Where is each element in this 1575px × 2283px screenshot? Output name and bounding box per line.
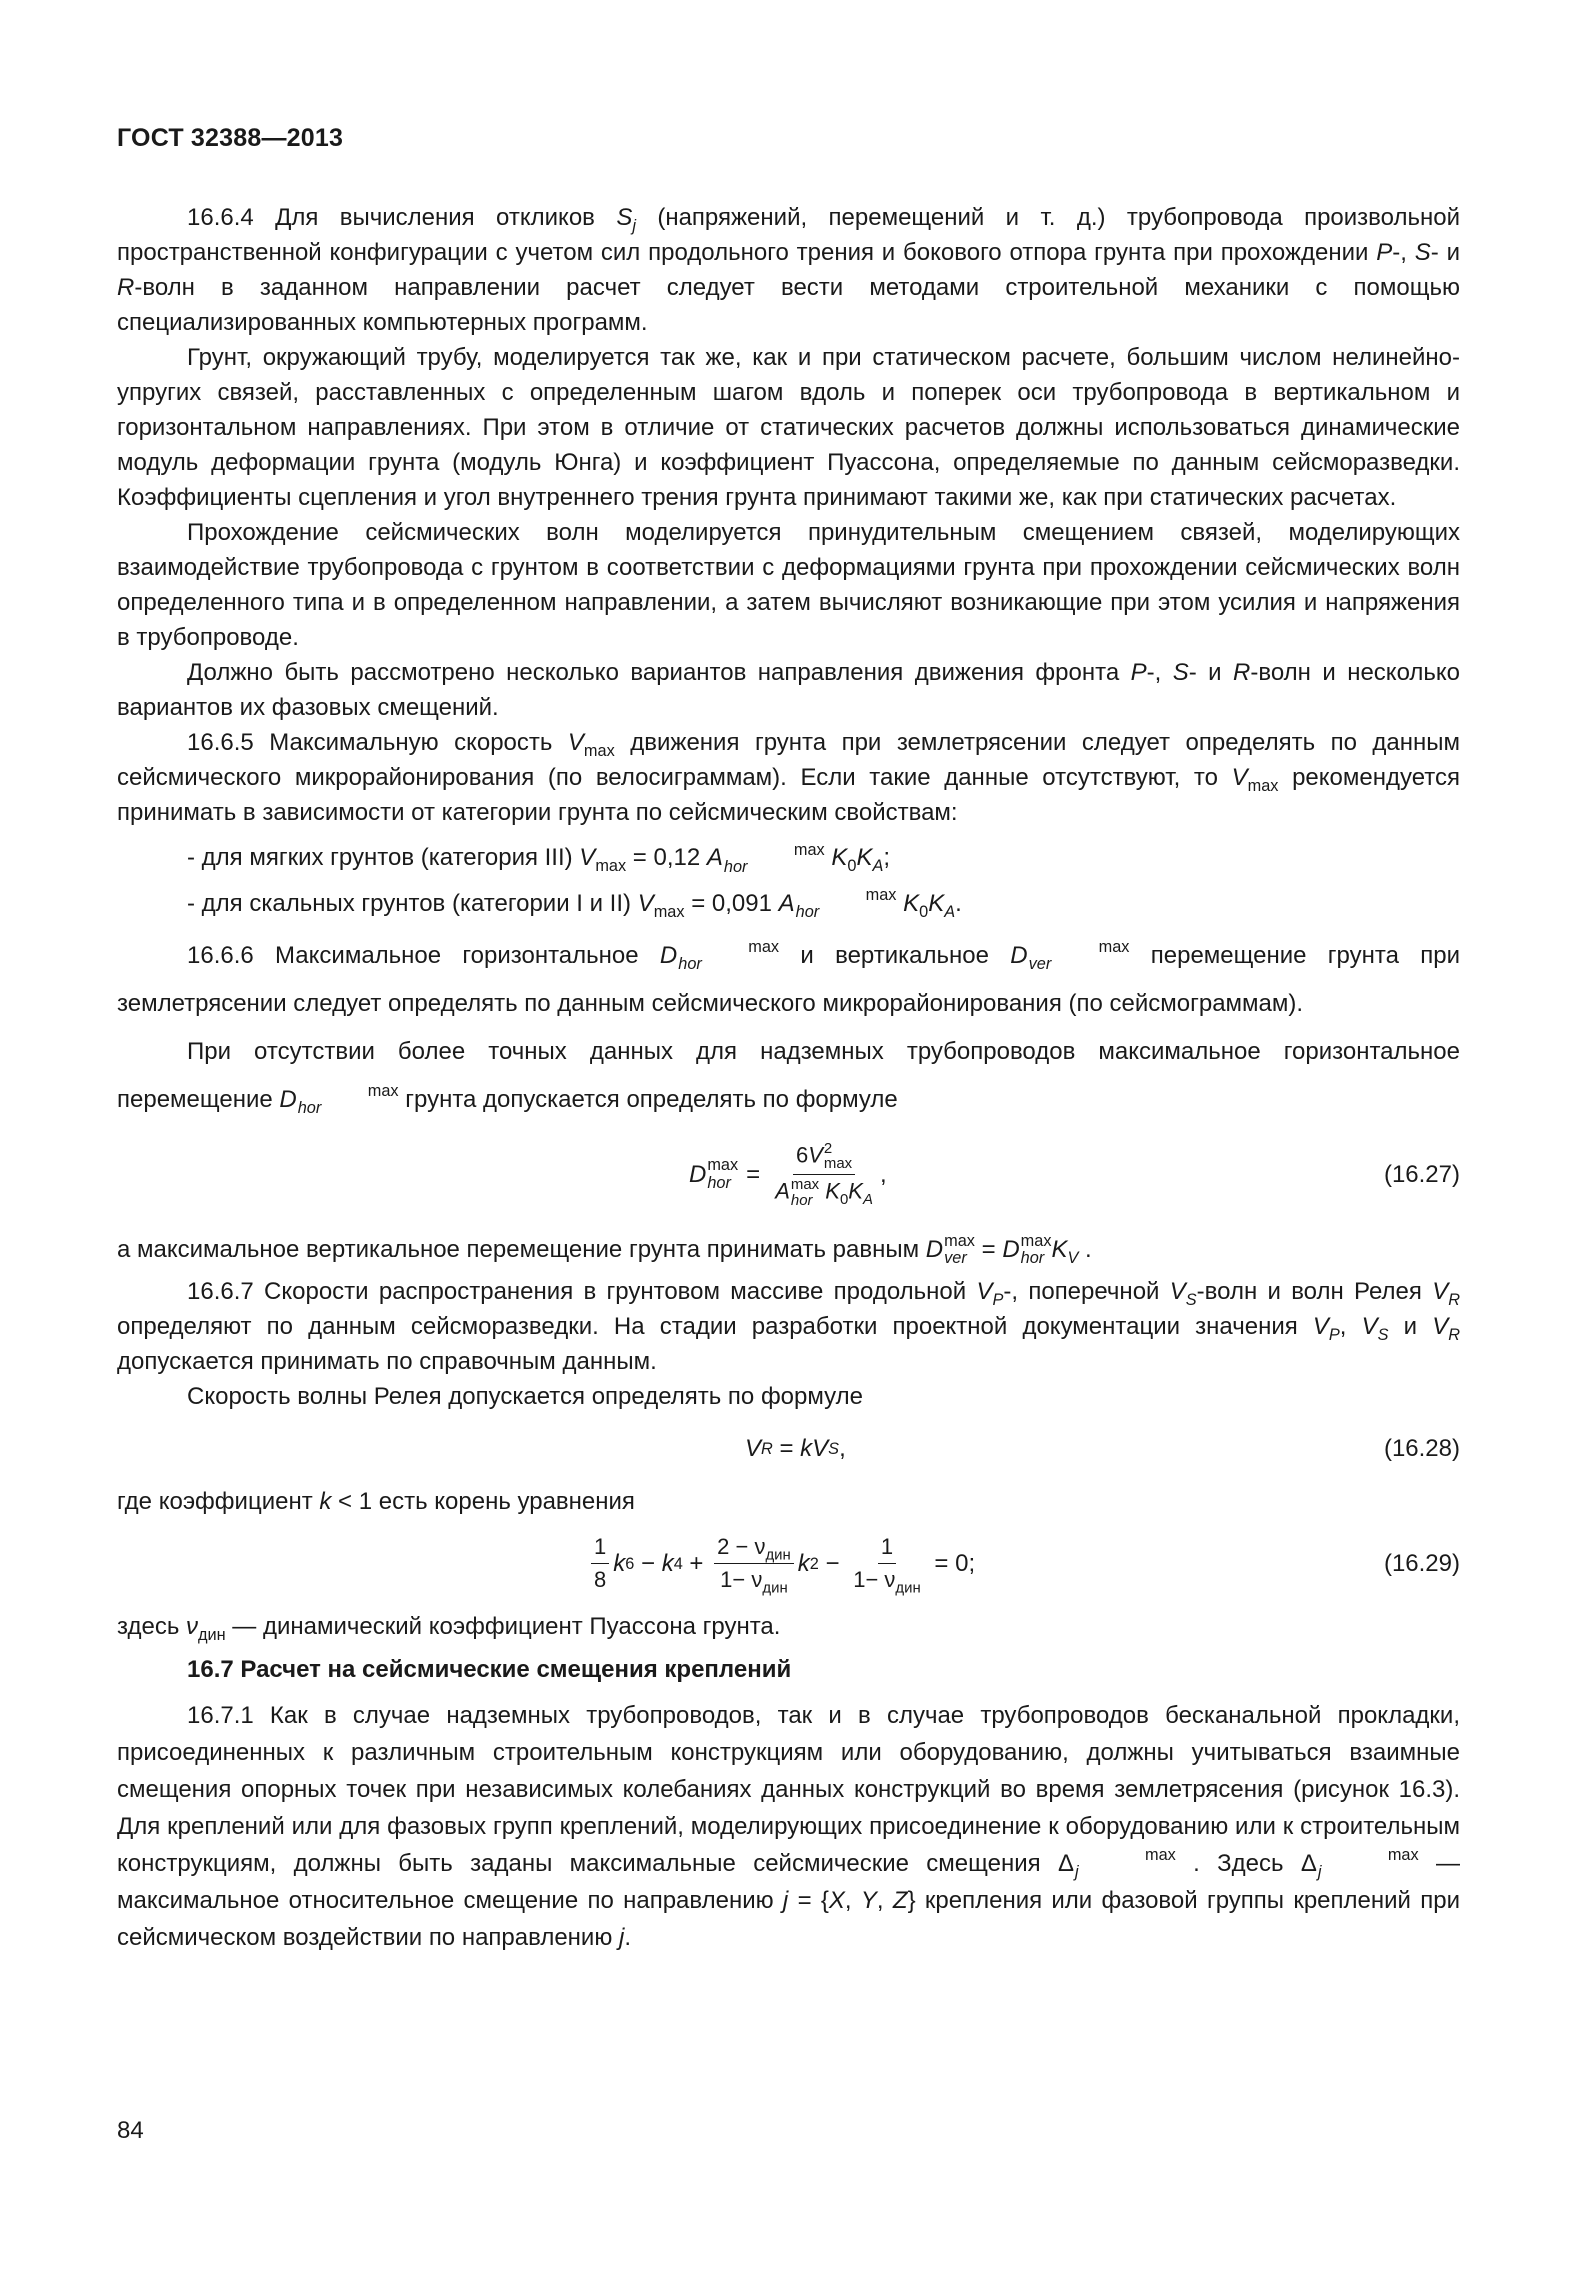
paragraph-poisson: здесь $\nu_{дин}$ — динамический коэффициент Пуассона грунта. xyxy=(117,1612,781,1644)
paragraph-wave-variants: Должно быть рассмотрено несколько вариантов направления движения фронта P-, S- и R-волн и несколько вариантов их фазовых смещений. xyxy=(117,659,1461,721)
paragraph-horizontal-displacement: При отсутствии более точных данных для надземных трубопроводов максимальное горизонтальное перемещение D max hor грунта допускается определять по формуле xyxy=(117,1037,1460,1118)
section-heading-16-7: 16.7 Расчет на сейсмические смещения креплений xyxy=(187,1655,792,1683)
formula-16-27-expression: D max hor = 6V 2 max A max hor $K_0K_A$ , xyxy=(689,1139,887,1209)
formula-16-29 xyxy=(117,1525,1460,1603)
document-body xyxy=(117,200,1460,1956)
paragraph-16-7-1: 16.7.1 Как в случае надземных трубопроводов, так и в случае трубопроводов бесканальной прокладки, присоединенных к различным строительным конструкциям или оборудованию, должны учитываться взаимные смещения опорных точек при независимых колебаниях данных конструкций во время землетрясения (рисунок 16.3). Для креплений или для фазовых групп креплений, моделирующих присоединение к оборудованию или к строительным конструкциям, должны быть заданы максимальные сейсмические смещения Δ max j . Здесь Δ max j — максимальное относительное смещение по направлению j = {X, Y, Z} крепления или фазовой группы креплений при сейсмическом воздействии по направлению j. xyxy=(117,1701,1460,1951)
formula-16-28 xyxy=(117,1420,1460,1478)
formula-16-28-expression: V R = k V S , xyxy=(745,1435,846,1463)
formula-16-27-fraction: 6V 2 max A max hor $K_0K_A$ xyxy=(775,1139,873,1209)
equation-number-16-27: (16.27) xyxy=(1383,1161,1460,1189)
formula-16-29-expression: $\frac{1}{8}$ k 6 − k 4 + $\frac{2 - \nu_{дин}}{1- \nu_{дин}}$ k 2 − $\frac{1}{1- \nu_{дин}}$ = 0; xyxy=(587,1525,975,1603)
paragraph-rayleigh-velocity: Скорость волны Релея допускается определять по формуле xyxy=(187,1382,863,1410)
page-number: 84 xyxy=(117,2117,144,2144)
equation-number-16-28: (16.28) xyxy=(1383,1435,1460,1463)
document-header: ГОСТ 32388—2013 xyxy=(117,124,344,152)
paragraph-vertical-displacement: а максимальное вертикальное перемещение грунта принимать равным D max ver = D max hor $K_V$ . xyxy=(117,1232,1092,1268)
paragraph-16-6-7: 16.6.7 Скорости распространения в грунтовом массиве продольной $V_P-$, поперечной $V_S$-волн и волн Релея $V_R$ определяют по данным сейсморазведки. На стадии разработки проектной документации значения $V_P$, $V_S$ и $V_R$ допускается принимать по справочным данным. xyxy=(117,1277,1460,1375)
paragraph-coefficient-k: где коэффициент k < 1 есть корень уравнения xyxy=(117,1487,635,1515)
paragraph-soil-model: Грунт, окружающий трубу, моделируется так же, как и при статическом расчете, большим числом нелинейно-упругих связей, расставленных с определенным шагом вдоль и поперек оси трубопровода в вертикальном и горизонтальном направлениях. При этом в отличие от статических расчетов должны использоваться динамические модуль деформации грунта (модуль Юнга) и коэффициент Пуассона, определяемые по данным сейсморазведки. Коэффициенты сцепления и угол внутреннего трения грунта принимают такими же, как при статических расчетах. xyxy=(117,344,1460,511)
formula-16-27 xyxy=(117,1130,1460,1220)
list-item-rock-soil: - для скальных грунтов (категории I и II) $V_{max} = 0,091$ A max hor $K_0K_A$. xyxy=(187,886,962,922)
paragraph-wave-propagation: Прохождение сейсмических волн моделируется принудительным смещением связей, моделирующих взаимодействие трубопровода с грунтом в соответствии с деформациями грунта при прохождении сейсмических волн определенного типа и в определенном направлении, а затем вычисляют возникающие при этом усилия и напряжения в трубопроводе. xyxy=(117,519,1460,651)
paragraph-16-6-5: 16.6.5 Максимальную скорость $V_{max}$ движения грунта при землетрясении следует определять по данным сейсмического микрорайонирования (по велосиграммам). Если такие данные отсутствуют, то $V_{max}$ рекомендуется принимать в зависимости от категории грунта по сейсмическим свойствам: xyxy=(117,729,1461,826)
equation-number-16-29: (16.29) xyxy=(1383,1550,1460,1578)
paragraph-16-6-4: 16.6.4 Для вычисления откликов $S_j$ (напряжений, перемещений и т. д.) трубопровода произвольной пространственной конфигурации с учетом сил продольного трения и бокового отпора грунта при прохождении P-, S- и R-волн в заданном направлении расчет следует вести методами строительной механики с помощью специализированных компьютерных программ. xyxy=(117,204,1461,336)
paragraph-16-6-6: 16.6.6 Максимальное горизонтальное D max hor и вертикальное D max ver перемещение грунта при землетрясении следует определять по данным сейсмического микрорайонирования (по сейсмограммам). xyxy=(117,938,1460,1017)
list-item-soft-soil: - для мягких грунтов (категория III) $V_{max} = 0,12$ A max hor $K_0K_A$; xyxy=(187,840,891,876)
